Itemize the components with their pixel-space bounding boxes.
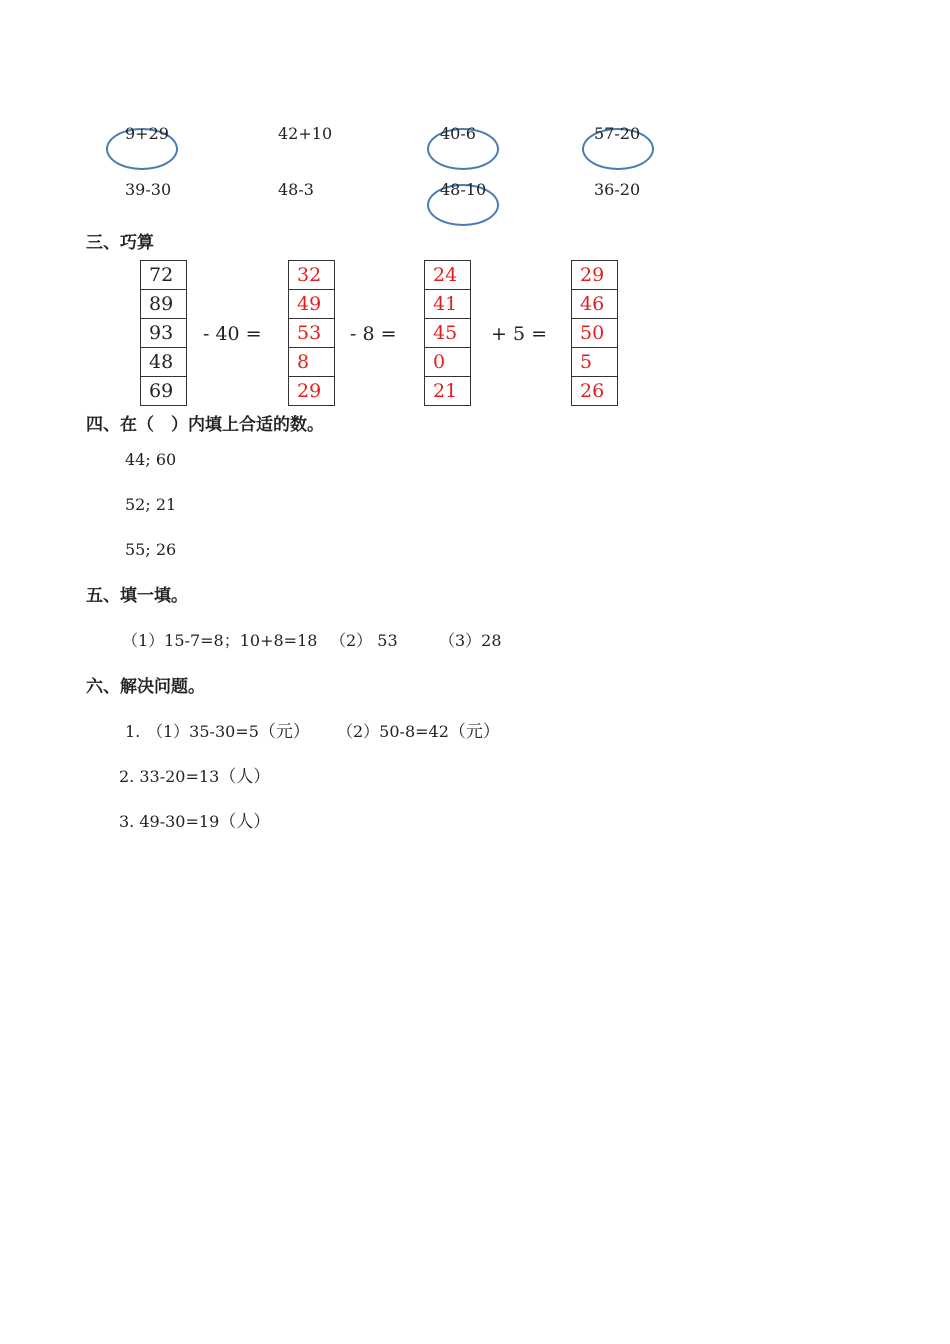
number-cell: 93 [141, 319, 186, 348]
answer-equation: 3. 49-30=19 [119, 812, 220, 831]
section-heading: 五、填一填。 [86, 586, 188, 606]
number-column-answer [571, 260, 618, 406]
answer-cell: 41 [425, 290, 470, 319]
answer-unit: （元） [258, 722, 310, 742]
section-heading: 六、解决问题。 [86, 677, 205, 697]
expression: 42+10 [278, 124, 333, 143]
expression: 36-20 [594, 180, 641, 199]
expression: 39-30 [125, 180, 172, 199]
answer-cell: 32 [289, 261, 334, 290]
question-number: 1. [125, 722, 141, 741]
answer-part [119, 811, 270, 833]
answer-cell: 5 [572, 348, 617, 377]
answer-unit: （人） [219, 767, 271, 787]
answer-equation: （1）35-30=5 [147, 722, 259, 741]
answer-equation: 2. 33-20=13 [119, 767, 220, 786]
answer-part [337, 721, 500, 743]
number-cell: 89 [141, 290, 186, 319]
answer-cell: 46 [572, 290, 617, 319]
answer-cell: 53 [289, 319, 334, 348]
expression: 57-20 [594, 124, 641, 143]
answer-part [147, 721, 310, 743]
answer-cell: 49 [289, 290, 334, 319]
answer-cell: 8 [289, 348, 334, 377]
number-column-input [140, 260, 187, 406]
operator: + 5 = [491, 323, 548, 345]
answer-part [119, 766, 270, 788]
answer-cell: 0 [425, 348, 470, 377]
answer-cell: 21 [425, 377, 470, 406]
answer-unit: （人） [219, 812, 271, 832]
expression: 9+29 [125, 124, 169, 143]
answer-part: （3）28 [439, 631, 502, 650]
section-heading: 四、在（ ）内填上合适的数。 [86, 415, 324, 435]
section-heading: 三、巧算 [86, 233, 154, 253]
answer-unit: （元） [448, 722, 500, 742]
answer-part: （2） 53 [330, 631, 398, 650]
answer-line: 55; 26 [125, 540, 177, 559]
answer-cell: 29 [572, 261, 617, 290]
answer-cell: 45 [425, 319, 470, 348]
answer-cell: 29 [289, 377, 334, 406]
answer-line: 52; 21 [125, 495, 177, 514]
answer-cell: 26 [572, 377, 617, 406]
answer-equation: （2）50-8=42 [337, 722, 449, 741]
answer-part: （1）15-7=8；10+8=18 [122, 631, 318, 650]
number-column-answer [288, 260, 335, 406]
operator: - 8 = [350, 323, 397, 345]
answer-line: 44; 60 [125, 450, 177, 469]
number-cell: 72 [141, 261, 186, 290]
operator: - 40 = [203, 323, 262, 345]
expression: 48-10 [440, 180, 487, 199]
number-cell: 69 [141, 377, 186, 406]
number-cell: 48 [141, 348, 186, 377]
number-column-answer [424, 260, 471, 406]
expression: 40-6 [440, 124, 476, 143]
expression: 48-3 [278, 180, 314, 199]
answer-cell: 50 [572, 319, 617, 348]
answer-cell: 24 [425, 261, 470, 290]
